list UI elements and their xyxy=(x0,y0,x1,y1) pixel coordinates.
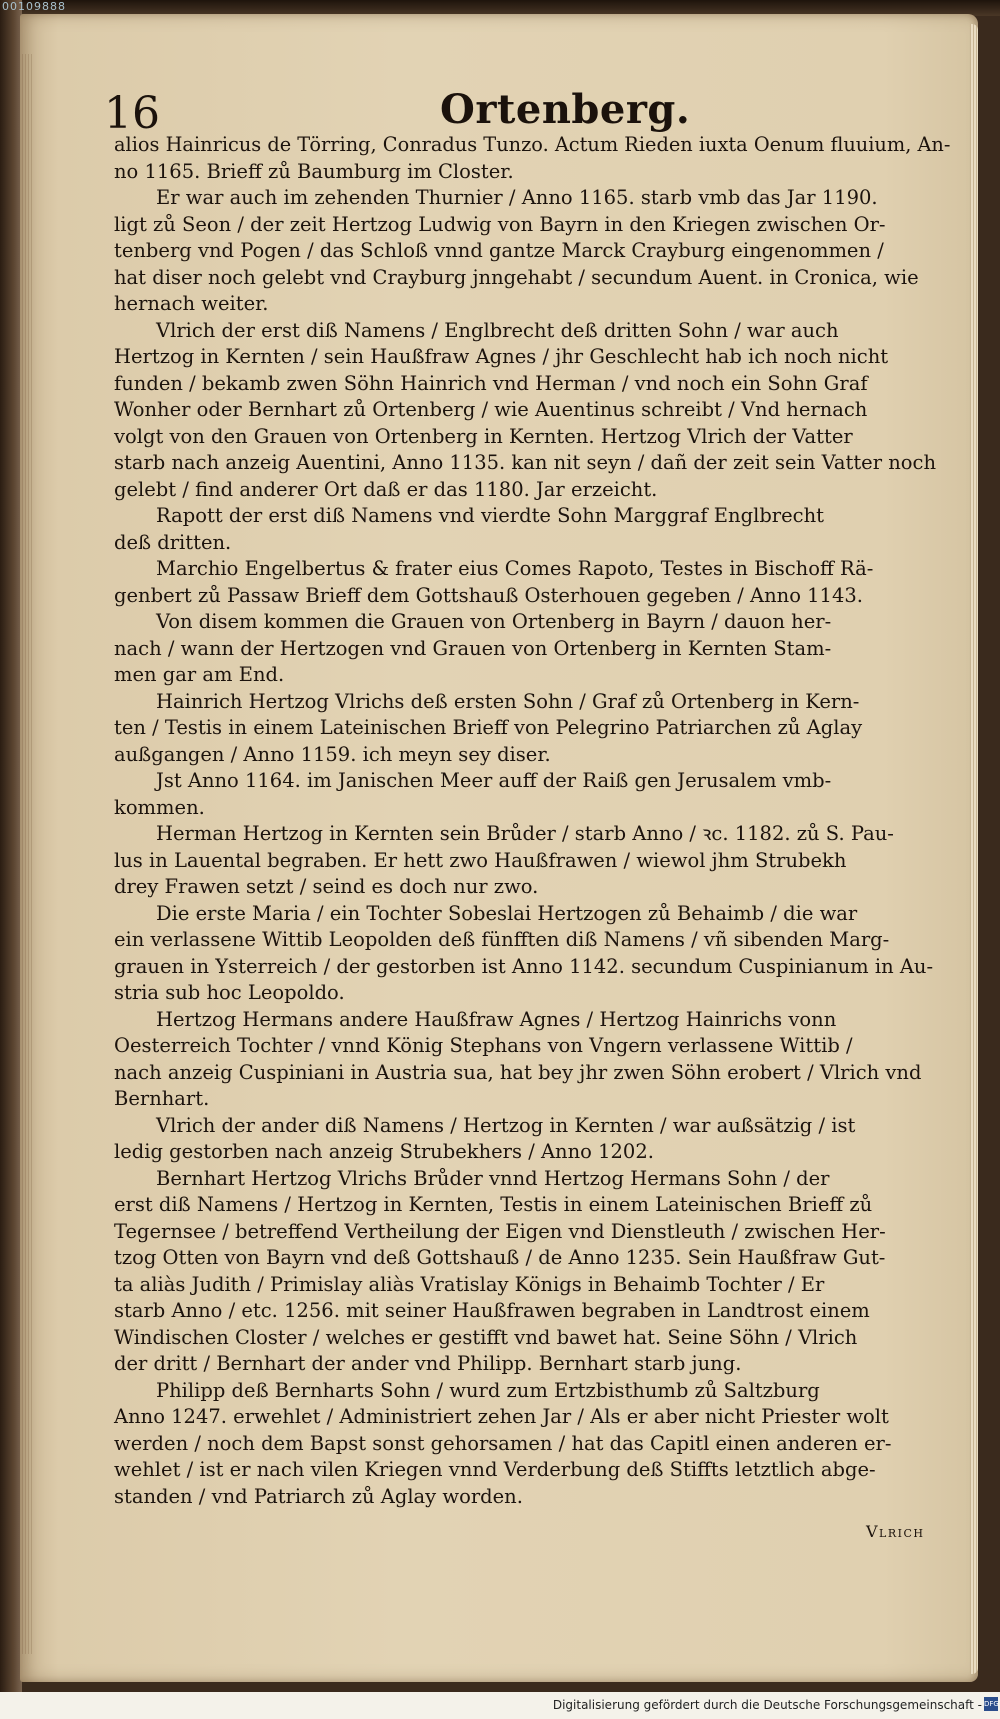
page-gutter-shading xyxy=(22,54,32,1654)
text-line: lus in Lauental begraben. Er hett zwo Haußfrawen / wiewol jhm Strubekh xyxy=(114,848,847,872)
text-line: genbert zů Passaw Brieff dem Gottshauß Osterhouen gegeben / Anno 1143. xyxy=(114,583,863,607)
text-line: no 1165. Brieff zů Baumburg im Closter. xyxy=(114,159,514,183)
text-line: der dritt / Bernhart der ander vnd Philipp. Bernhart starb jung. xyxy=(114,1352,742,1375)
catalog-id: 00109888 xyxy=(2,0,66,13)
text-line: volgt von den Grauen von Ortenberg in Kernten. Hertzog Vlrich der Vatter xyxy=(114,424,853,448)
text-line: erst diß Namens / Hertzog in Kernten, Testis in einem Lateinischen Brieff zů xyxy=(114,1193,873,1216)
text-line: alios Hainricus de Törring, Conradus Tunzo. Actum Rieden iuxta Oenum fluuium, An- xyxy=(114,133,951,156)
text-line: nach / wann der Hertzogen vnd Grauen von Ortenberg in Kernten Stam- xyxy=(114,636,832,660)
text-line: Oesterreich Tochter / vnnd König Stephans von Vngern verlassene Wittib / xyxy=(114,1034,853,1057)
text-line: deß dritten. xyxy=(114,530,232,554)
text-line: Rapott der erst diß Namens vnd vierdte Sohn Marggraf Englbrecht xyxy=(156,504,824,527)
text-line: Jst Anno 1164. im Janischen Meer auff der Raiß gen Jerusalem vmb- xyxy=(156,769,832,792)
text-line: standen / vnd Patriarch zů Aglay worden. xyxy=(114,1484,523,1508)
running-head-title: Ortenberg. xyxy=(440,86,691,133)
catchword: Vlrich xyxy=(866,1522,925,1541)
text-line: kommen. xyxy=(114,795,205,819)
text-line: men gar am End. xyxy=(114,663,285,686)
text-line: Von disem kommen die Grauen von Ortenberg in Bayrn / dauon her- xyxy=(156,610,832,633)
text-line: nach anzeig Cuspiniani in Austria sua, hat bey jhr zwen Söhn erobert / Vlrich vnd xyxy=(114,1060,922,1084)
text-line: Bernhart. xyxy=(114,1087,210,1110)
text-line: Hertzog in Kernten / sein Haußfraw Agnes / jhr Geschlecht hab ich noch nicht xyxy=(114,345,889,368)
page-fore-edge xyxy=(970,24,978,1674)
dfg-logo-icon: DFG xyxy=(984,1697,998,1711)
footer-bar xyxy=(0,1692,1000,1719)
text-line: Hainrich Hertzog Vlrichs deß ersten Sohn / Graf zů Ortenberg in Kern- xyxy=(156,689,860,713)
text-line: Vlrich der erst diß Namens / Englbrecht deß dritten Sohn / war auch xyxy=(156,318,839,342)
text-line: drey Frawen setzt / seind es doch nur zwo. xyxy=(114,875,539,898)
text-line: hat diser noch gelebt vnd Crayburg jnngehabt / secundum Auent. in Cronica, wie xyxy=(114,265,919,289)
text-line: Tegernsee / betreffend Vertheilung der Eigen vnd Dienstleuth / zwischen Her- xyxy=(114,1219,886,1243)
text-line: Herman Hertzog in Kernten sein Brůder / starb Anno / ꝛc. 1182. zů S. Pau- xyxy=(156,822,894,845)
text-line: Wonher oder Bernhart zů Ortenberg / wie Auentinus schreibt / Vnd hernach xyxy=(114,398,868,421)
text-line: Hertzog Hermans andere Haußfraw Agnes / Hertzog Hainrichs vonn xyxy=(156,1007,837,1031)
body-text xyxy=(114,132,950,1510)
book-spine xyxy=(0,0,22,1692)
text-line: ligt zů Seon / der zeit Hertzog Ludwig von Bayrn in den Kriegen zwischen Or- xyxy=(114,212,886,236)
text-line: gelebt / find anderer Ort daß er das 1180. Jar erzeicht. xyxy=(114,477,658,501)
text-line: tenberg vnd Pogen / das Schloß vnnd gantze Marck Crayburg eingenommen / xyxy=(114,239,884,262)
text-line: ten / Testis in einem Lateinischen Brieff von Pelegrino Patriarchen zů Aglay xyxy=(114,716,863,739)
text-line: außgangen / Anno 1159. ich meyn sey diser. xyxy=(114,742,551,766)
text-line: ledig gestorben nach anzeig Strubekhers / Anno 1202. xyxy=(114,1140,654,1163)
text-line: Er war auch im zehenden Thurnier / Anno 1165. starb vmb das Jar 1190. xyxy=(156,186,878,209)
text-line: Vlrich der ander diß Namens / Hertzog in Kernten / war außsätzig / ist xyxy=(156,1113,856,1137)
text-line: Bernhart Hertzog Vlrichs Brůder vnnd Hertzog Hermans Sohn / der xyxy=(156,1166,830,1190)
text-line: hernach weiter. xyxy=(114,292,269,315)
text-line: Die erste Maria / ein Tochter Sobeslai Hertzogen zů Behaimb / die war xyxy=(156,901,858,925)
text-line: ein verlassene Wittib Leopolden deß fünfften diß Namens / vñ sibenden Marg- xyxy=(114,928,890,951)
text-line: wehlet / ist er nach vilen Kriegen vnnd Verderbung deß Stiffts letztlich abge- xyxy=(114,1458,876,1481)
text-line: Marchio Engelbertus & frater eius Comes Rapoto, Testes in Bischoff Rä- xyxy=(156,557,874,580)
text-line: werden / noch dem Bapst sonst gehorsamen / hat das Capitl einen anderen er- xyxy=(114,1431,892,1455)
text-line: starb Anno / etc. 1256. mit seiner Haußfrawen begraben in Landtrost einem xyxy=(114,1299,870,1322)
text-line: Anno 1247. erwehlet / Administriert zehen Jar / Als er aber nicht Priester wolt xyxy=(114,1405,889,1428)
text-line: grauen in Ysterreich / der gestorben ist Anno 1142. secundum Cuspinianum in Au- xyxy=(114,954,934,978)
text-line: tzog Otten von Bayrn vnd deß Gottshauß / de Anno 1235. Sein Haußfraw Gut- xyxy=(114,1246,886,1269)
text-line: stria sub hoc Leopoldo. xyxy=(114,981,345,1004)
text-line: Philipp deß Bernharts Sohn / wurd zum Ertzbisthumb zů Saltzburg xyxy=(156,1378,820,1402)
text-line: funden / bekamb zwen Söhn Hainrich vnd Herman / vnd noch ein Sohn Graf xyxy=(114,371,868,395)
text-line: ta aliàs Judith / Primislay aliàs Vratislay Königs in Behaimb Tochter / Er xyxy=(114,1272,825,1296)
page-number: 16 xyxy=(104,88,160,139)
funding-credit: Digitalisierung gefördert durch die Deutsche Forschungsgemeinschaft - xyxy=(552,1698,982,1712)
text-line: Windischen Closter / welches er gestifft vnd bawet hat. Seine Söhn / Vlrich xyxy=(114,1325,858,1349)
text-line: starb nach anzeig Auentini, Anno 1135. kan nit seyn / dañ der zeit sein Vatter noch xyxy=(114,451,936,474)
